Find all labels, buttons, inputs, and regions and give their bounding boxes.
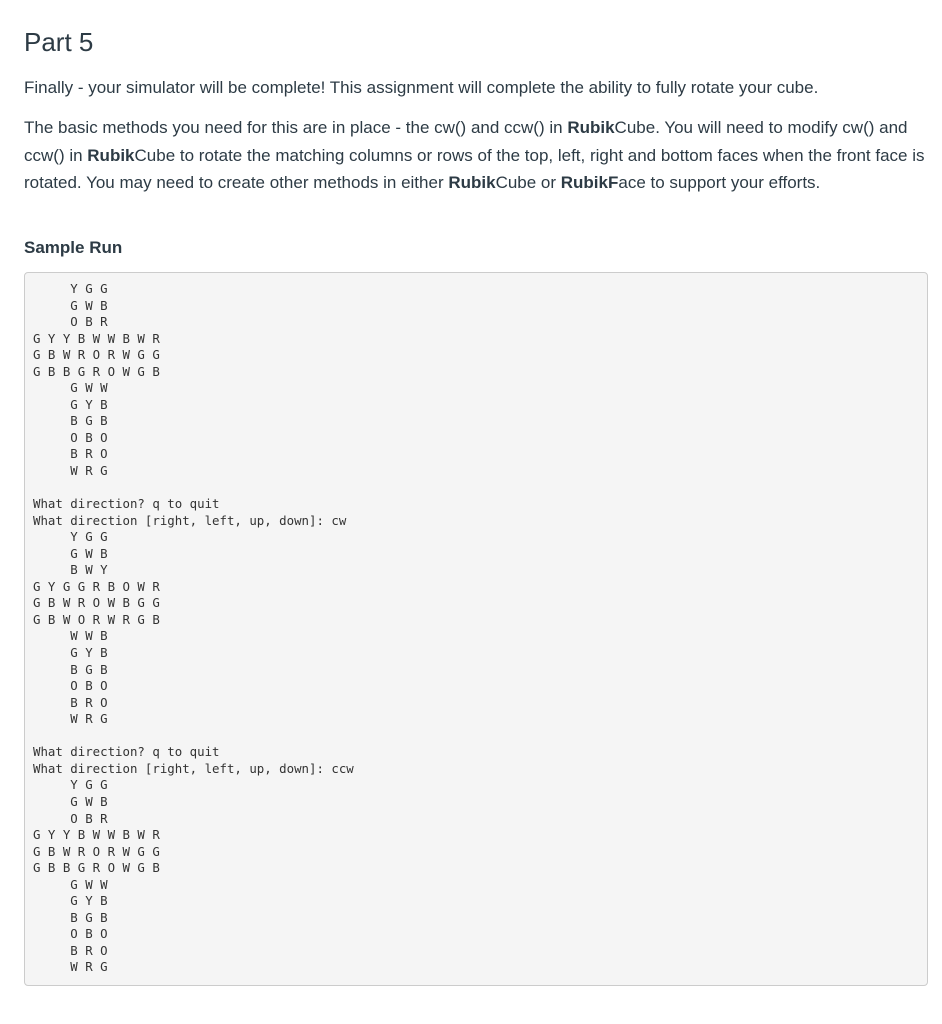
rubik-bold-3: Rubik xyxy=(448,173,496,192)
rubik-bold-2: Rubik xyxy=(87,145,135,165)
instructions-text-5: ace to support your efforts. xyxy=(618,173,821,192)
instructions-paragraph xyxy=(24,114,928,197)
instructions-text-2: Cube. You will need to modify cw() and ccw() in xyxy=(24,118,908,165)
sample-run-code-block: Y G G G W B O B R G Y Y B W W B W R G B W R O R W G G G B B G R O W G B G W W G Y B B G B O B O B R O W R G What direction? q to quit What direction [right, left, up, down]: cw Y G G G W B B W Y G Y G G R B O W R G B W R O W B G G G B W O R W R G B W W B G Y B B G B O B O B R O W R G What direction? q to quit What direction [right, left, up, down]: ccw Y G G G W B O B R G Y Y B W W B W R G B W R O R W G G G B B G R O W G B G W W G Y B B G B O B O B R O W R G xyxy=(24,272,928,986)
page-title: Part 5 xyxy=(24,27,94,57)
instructions-text-4: Cube or xyxy=(495,173,561,192)
rubikf-bold: RubikF xyxy=(560,173,619,192)
intro-paragraph: Finally - your simulator will be complete! This assignment will complete the ability to fully rotate your cube. xyxy=(24,78,819,97)
sample-run-heading: Sample Run xyxy=(24,238,123,257)
instructions-text-1: The basic methods you need for this are in place - the cw() and ccw() in xyxy=(24,118,568,137)
instructions-text-3: Cube to rotate the matching columns or rows of the top, left, right and bottom faces when the front face is rotated. You may need to create other methods in either xyxy=(24,145,925,192)
rubik-bold-1: Rubik xyxy=(567,118,615,137)
